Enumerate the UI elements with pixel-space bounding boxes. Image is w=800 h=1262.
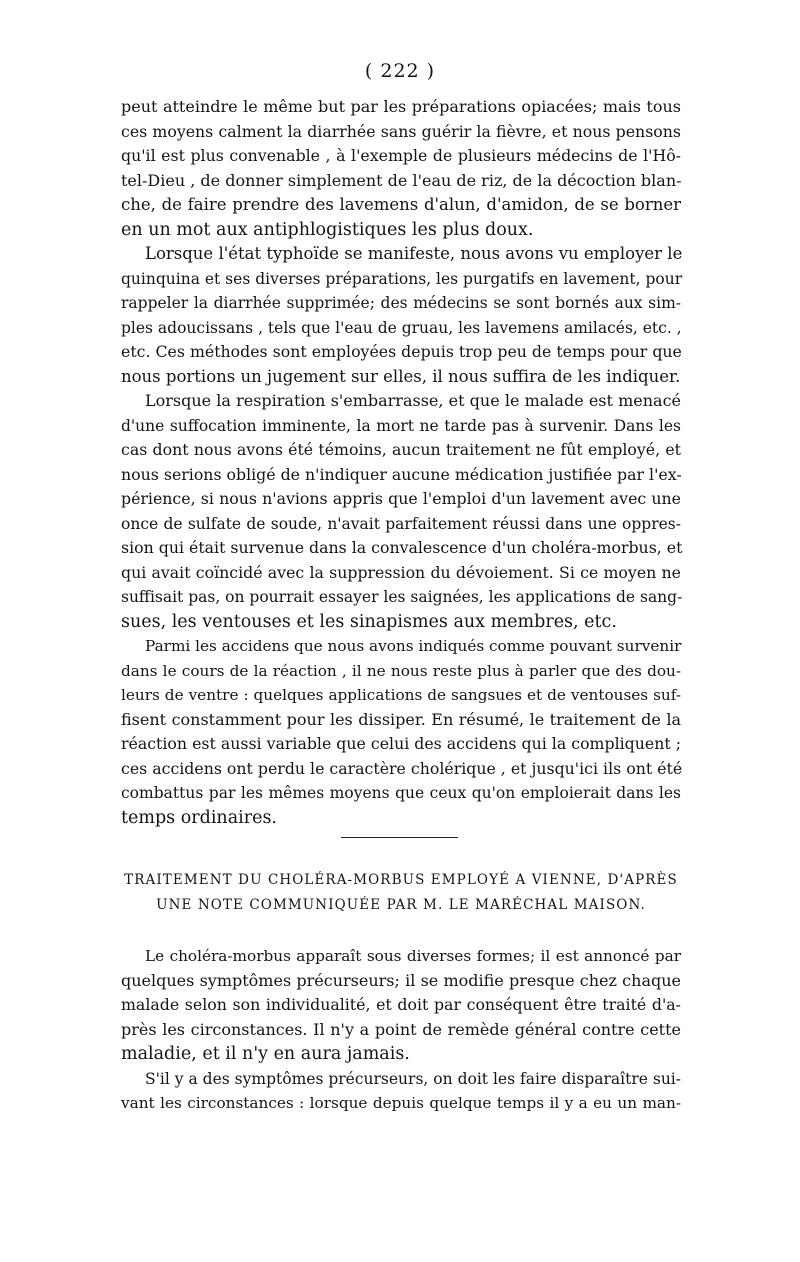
text-line: leurs de ventre : quelques applications de sangsues et de ventouses suf- bbox=[121, 686, 681, 704]
text-line: maladie, et il n'y en aura jamais. bbox=[121, 1044, 410, 1064]
text-line: nous portions un jugement sur elles, il nous suffira de les indiquer. bbox=[121, 366, 681, 386]
text-line: sion qui était survenue dans la convalescence d'un choléra-morbus, et bbox=[121, 538, 683, 557]
section-divider bbox=[341, 837, 458, 838]
text-line: rappeler la diarrhée supprimée; des médecins se sont bornés aux sim- bbox=[121, 294, 681, 312]
text-line: cas dont nous avons été témoins, aucun traitement ne fût employé, et bbox=[121, 440, 681, 459]
text-line: qui avait coïncidé avec la suppression du dévoiement. Si ce moyen ne bbox=[121, 562, 681, 582]
text-line: etc. Ces méthodes sont employées depuis trop peu de temps pour que bbox=[121, 342, 682, 361]
text-line: suffisait pas, on pourrait essayer les saignées, les applications de sang- bbox=[121, 588, 683, 606]
text-line: périence, si nous n'avions appris que l'emploi d'un lavement avec une bbox=[121, 489, 681, 508]
text-line: S'il y a des symptômes précurseurs, on doit les faire disparaître sui- bbox=[145, 1069, 681, 1088]
text-line: ces accidens ont perdu le caractère cholérique , et jusqu'ici ils ont été bbox=[121, 758, 683, 778]
text-line: malade selon son individualité, et doit par conséquent être traité d'a- bbox=[121, 995, 681, 1014]
text-line: once de sulfate de soude, n'avait parfaitement réussi dans une oppres- bbox=[121, 514, 681, 533]
text-line: près les circonstances. Il n'y a point de remède général contre cette bbox=[121, 1019, 681, 1039]
paragraph-3 bbox=[121, 389, 681, 634]
text-line: en un mot aux antiphlogistiques les plus doux. bbox=[121, 219, 534, 240]
text-line: temps ordinaires. bbox=[121, 807, 277, 828]
paragraph-5 bbox=[121, 944, 681, 1067]
paragraph-1 bbox=[121, 95, 681, 242]
text-line: ples adoucissans , tels que l'eau de gruau, les lavemens amilacés, etc. , bbox=[121, 318, 682, 337]
text-line: réaction est aussi variable que celui des accidens qui la compliquent ; bbox=[121, 734, 681, 753]
lower-text-block bbox=[121, 944, 681, 1116]
text-line: dans le cours de la réaction , il ne nous reste plus à parler que des dou- bbox=[121, 661, 681, 680]
text-line: nous serions obligé de n'indiquer aucune médication justifiée par l'ex- bbox=[121, 464, 682, 484]
text-line: quelques symptômes précurseurs; il se modifie presque chez chaque bbox=[121, 970, 681, 990]
paragraph-2 bbox=[121, 242, 681, 389]
text-line: combattus par les mêmes moyens que ceux qu'on emploierait dans les bbox=[121, 784, 681, 802]
text-line: peut atteindre le même but par les préparations opiacées; mais tous bbox=[121, 97, 681, 116]
text-line: che, de faire prendre des lavemens d'alun, d'amidon, de se borner bbox=[121, 195, 681, 214]
paragraph-6 bbox=[121, 1067, 681, 1116]
text-line: quinquina et ses diverses préparations, les purgatifs en lavement, pour bbox=[121, 269, 683, 288]
paragraph-4 bbox=[121, 634, 681, 830]
text-line: vant les circonstances : lorsque depuis quelque temps il y a eu un man- bbox=[121, 1094, 681, 1112]
text-line: d'une suffocation imminente, la mort ne tarde pas à survenir. Dans les bbox=[121, 416, 681, 435]
upper-text-block bbox=[121, 95, 681, 830]
text-line: fisent constamment pour les dissiper. En résumé, le traitement de la bbox=[121, 709, 681, 729]
section-heading-line-2: UNE NOTE COMMUNIQUÉE PAR M. LE MARÉCHAL MAISON. bbox=[156, 897, 646, 913]
text-line: Lorsque la respiration s'embarrasse, et que le malade est menacé bbox=[145, 391, 681, 410]
text-line: ces moyens calment la diarrhée sans guérir la fièvre, et nous pensons bbox=[121, 121, 681, 141]
text-line: Lorsque l'état typhoïde se manifeste, nous avons vu employer le bbox=[145, 244, 683, 263]
text-line: sues, les ventouses et les sinapismes aux membres, etc. bbox=[121, 611, 617, 632]
text-line: Parmi les accidens que nous avons indiqués comme pouvant survenir bbox=[145, 637, 682, 655]
text-line: qu'il est plus convenable , à l'exemple de plusieurs médecins de l'Hô- bbox=[121, 146, 681, 165]
text-line: Le choléra-morbus apparaît sous diverses formes; il est annoncé par bbox=[145, 947, 681, 965]
section-heading-line-1: TRAITEMENT DU CHOLÉRA-MORBUS EMPLOYÉ A VIENNE, D'APRÈS bbox=[124, 872, 678, 888]
page-number: ( 222 ) bbox=[364, 60, 436, 82]
text-line: tel-Dieu , de donner simplement de l'eau de riz, de la décoction blan- bbox=[121, 170, 682, 190]
